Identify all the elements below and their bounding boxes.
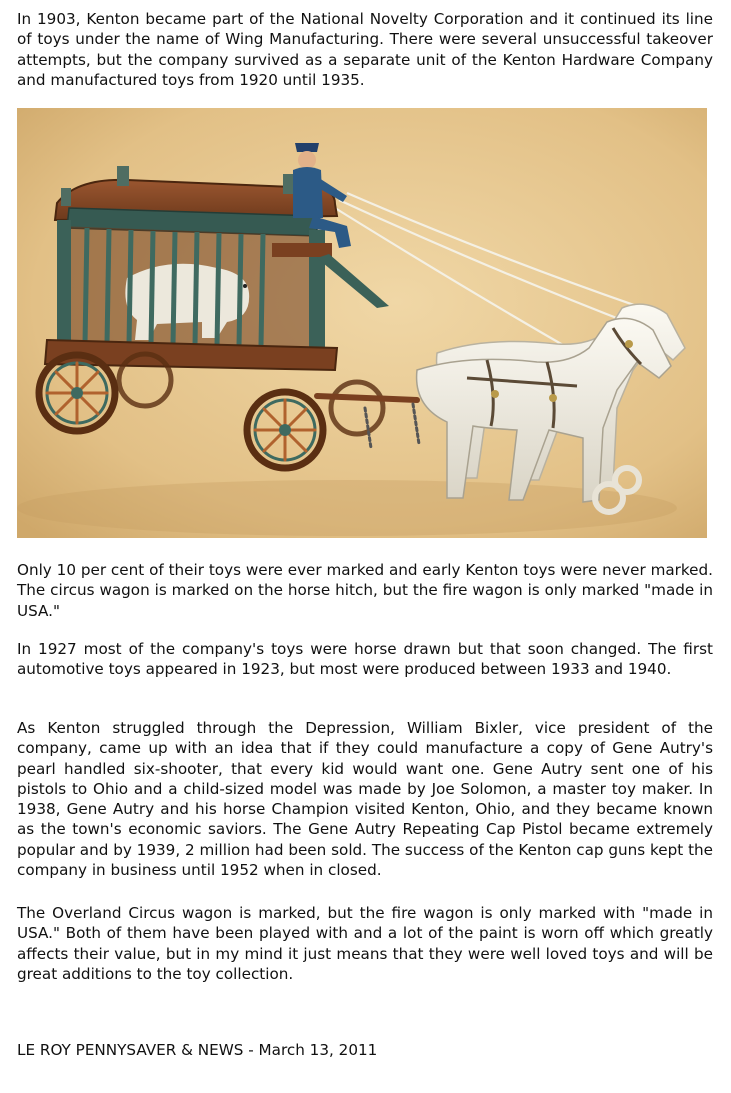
paragraph-overland-circus: The Overland Circus wagon is marked, but the fire wagon is only marked with "made in USA." Both of them have been played with and a lot of the paint is worn off which greatly affects their value, but in my mind it just means that they were well loved toys and will be great additions to the toy collection.: [17, 904, 713, 983]
paragraph-markings: Only 10 per cent of their toys were ever marked and early Kenton toys were never marked. The circus wagon is marked on the horse hitch, but the fire wagon is only marked "made in USA.": [17, 561, 713, 620]
paragraph-automotive: In 1927 most of the company's toys were horse drawn but that soon changed. The first automotive toys appeared in 1923, but most were produced between 1933 and 1940.: [17, 640, 713, 679]
paragraph-gene-autry: As Kenton struggled through the Depression, William Bixler, vice president of the company, came up with an idea that if they could manufacture a copy of Gene Autry's pearl handled six-shooter, that every kid would want one. Gene Autry sent one of his pistols to Ohio and a child-sized model was made by Joe Solomon, a master toy maker. In 1938, Gene Autry and his horse Champion visited Kenton, Ohio, and they became known as the town's economic saviors. The Gene Autry Repeating Cap Pistol became extremely popular and by 1939, 2 million had been sold. The success of the Kenton cap guns kept the company in business until 1952 when in closed.: [17, 719, 713, 880]
publication-footer: LE ROY PENNYSAVER & NEWS - March 13, 2011: [17, 1041, 378, 1059]
paragraph-intro: In 1903, Kenton became part of the National Novelty Corporation and it continued its line of toys under the name of Wing Manufacturing. There were several unsuccessful takeover attempts, but the company survived as a separate unit of the Kenton Hardware Company and manufactured toys from 1920 until 1935.: [17, 10, 713, 89]
circus-wagon-photo: [17, 108, 707, 538]
